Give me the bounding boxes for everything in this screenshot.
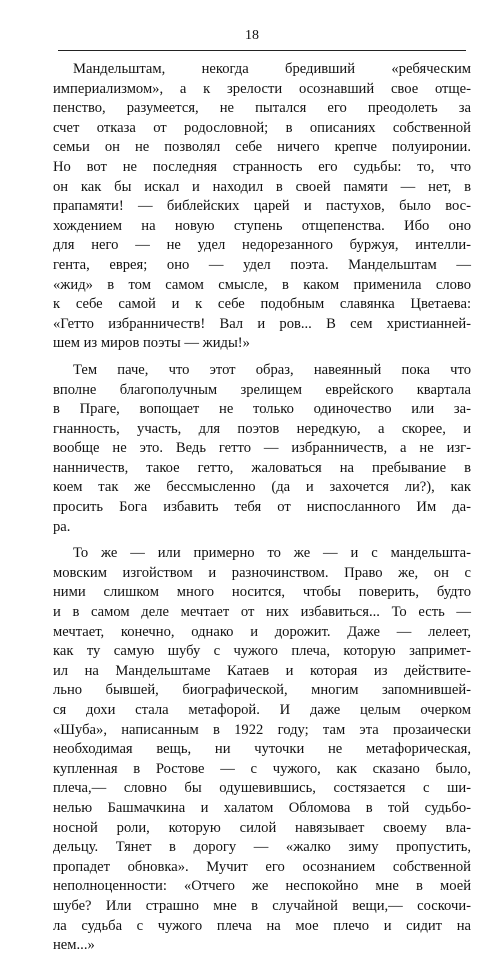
text-line: мечтает, конечно, однако и дорожит. Даже — лелеет, <box>53 623 471 640</box>
body-text <box>53 60 471 956</box>
text-line: шем из миров поэты — жиды!» <box>53 335 250 352</box>
paragraph-gap <box>53 354 471 361</box>
text-line: мовским изгойством и разночинством. Право же, он с <box>53 564 471 581</box>
text-line: в Праге, вопощает не только одиночество или за- <box>53 401 471 418</box>
text-line: «Шуба», написанным в 1922 году; там эта прозаически <box>53 721 471 738</box>
text-line: для него — не удел недорезанного буржуя, интелли- <box>53 237 471 254</box>
text-line: плеча,— словно бы одушевившись, состязается с ши- <box>53 780 471 797</box>
text-line: ся дохи стала метафорой. И даже целым очерком <box>53 702 471 718</box>
paragraph-gap <box>53 537 471 544</box>
text-line: гнанность, участь, для поэтов нередкую, а скорее, и <box>53 420 471 437</box>
text-line: ра. <box>53 518 71 535</box>
text-line: к себе самой и к себе подобным славянка Цветаева: <box>53 296 471 313</box>
text-line: вообще не это. Ведь гетто — избранничеств, а не изг- <box>53 440 471 457</box>
text-line: купленная в Ростове — с чужого, как сказано было, <box>53 760 471 777</box>
text-line: льно бывшей, биографической, многим запомнившей- <box>53 682 471 699</box>
text-line: и в самом деле мечтает от них избавиться... То есть — <box>53 604 471 621</box>
text-line: коем так же бессмысленно (да и захочется ли?), как <box>53 479 471 496</box>
text-line: он как бы искал и находил в своей памяти — нет, в <box>53 178 471 195</box>
text-line: ил на Мандельштаме Катаев и которая из действите- <box>53 662 471 679</box>
header-rule <box>58 50 466 51</box>
text-line: дельцу. Тянет в дорогу — «жалко зиму пропустить, <box>53 839 471 856</box>
text-line: Мандельштам, некогда бредивший «ребяческим <box>73 61 471 77</box>
text-line: Но вот не последняя странность его судьбы: то, что <box>53 158 471 175</box>
text-line: ла судьба с чужого плеча на мое плечо и сидит на <box>53 917 471 934</box>
text-line: Тем паче, что этот образ, навеянный пока что <box>73 361 471 378</box>
text-line: нанничеств, такое гетто, жаловаться на пребывание в <box>53 459 471 476</box>
page-number: 18 <box>245 28 259 43</box>
text-line: прапамяти! — библейских царей и пастухов, было вос- <box>53 198 471 215</box>
text-line: счет отказа от родословной; в описаниях собственной <box>53 119 471 136</box>
text-line: шубе? Или страшно мне в случайной вещи,— соскочи- <box>53 897 471 914</box>
text-line: пропадет обновка». Мучит его осознанием собственной <box>53 858 471 875</box>
text-line: хождением на новую ступень отщепенства. Ибо оно <box>53 217 471 234</box>
text-line: семьи он не позволял себе ничего крепче полуиронии. <box>53 139 471 156</box>
text-line: как ту самую шубу с чужого плеча, которую запримет- <box>53 643 471 660</box>
text-line: ними слишком много носится, чтобы поверить, будто <box>53 584 471 601</box>
text-line: вполне благополучным зрелищем еврейского квартала <box>53 381 471 398</box>
text-line: «Гетто избранничеств! Вал и ров... В сем христианней- <box>53 315 471 332</box>
text-line: необходимая вещь, ни чуточки не метафорическая, <box>53 741 471 758</box>
text-line: нелью Башмачкина и халатом Обломова в той судьбо- <box>53 799 471 816</box>
text-line: неполноценности: «Отчего же неспокойно мне в моей <box>53 878 471 895</box>
text-line: То же — или примерно то же — и с мандельшта- <box>73 545 471 562</box>
text-line: нем...» <box>53 937 95 954</box>
text-line: просить Бога избавить тебя от ниспосланного Им да- <box>53 499 471 516</box>
text-line: «жид» в том самом смысле, в каком применила слово <box>53 276 471 293</box>
text-line: пенство, разумеется, не пытался его преодолеть за <box>53 100 471 117</box>
text-line: носной роли, которую силой навязывает своему вла- <box>53 819 471 836</box>
text-line: империализмом», а к зрелости осознавший свое отще- <box>53 80 471 97</box>
text-line: гента, еврея; оно — удел поэта. Мандельштам — <box>53 256 471 273</box>
